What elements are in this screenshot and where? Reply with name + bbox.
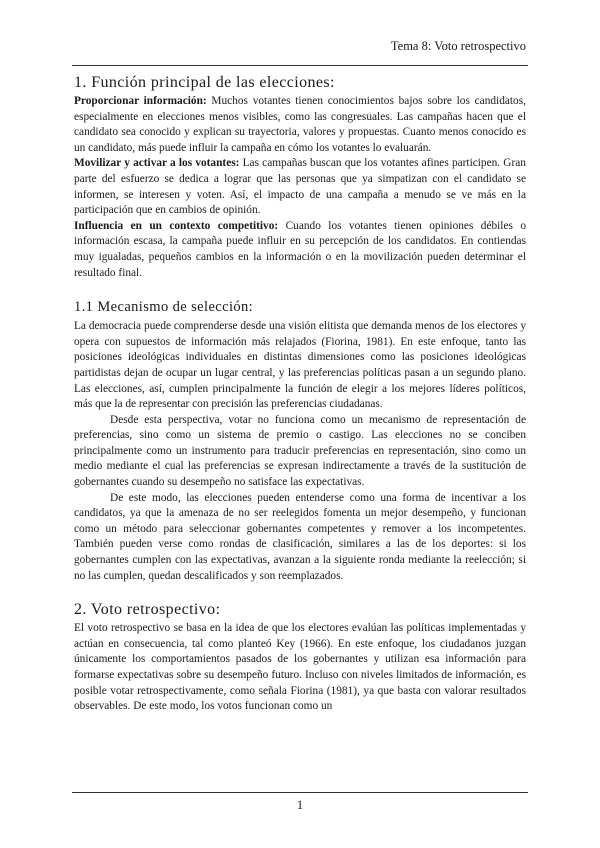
item-term: Movilizar y activar a los votantes:	[74, 157, 240, 170]
paragraph: El voto retrospectivo se basa en la idea de que los electores evalúan las políticas implementadas y actúan en consecuencia, tal como planteó Key (1966). En este enfoque, los ciudadanos juzgan únicamente los comportamientos pasados de los gobernantes y utilizan esa información para formarse expectativas sobre su desempeño futuro. Incluso con niveles limitados de información, es posible votar retrospectivamente, como señala Fiorina (1981), ya que basta con valorar resultados observables. De este modo, los votos funcionan como un	[74, 622, 526, 713]
page-footer	[72, 792, 528, 812]
item-term: Influencia en un contexto competitivo:	[74, 219, 279, 232]
paragraph: La democracia puede comprenderse desde una visión elitista que demanda menos de los electores y opera con supuestos de información más relajados (Fiorina, 1981). En este enfoque, tanto las posiciones ideológicas individuales en distintas dimensiones como las posiciones ideológicas partidistas dejan de ocupar un lugar central, y las preferencias políticas pasan a un segundo plano. Las elecciones, así, cumplen principalmente la función de elegir a los mejores líderes políticos, más que la de representar con precisión las preferencias ciudadanas.	[74, 320, 526, 411]
page-header	[72, 37, 528, 66]
document-body	[74, 74, 526, 715]
header-title: Tema 8: Voto retrospectivo	[390, 39, 526, 53]
item-text: Cuando los votantes tienen opiniones débiles o información escasa, la campaña puede influir en su percepción de los candidatos. En contiendas muy igualadas, pequeños cambios en la información o en la movilización pueden determinar el resultado final.	[74, 219, 526, 279]
page-number: 1	[296, 798, 304, 812]
item-term: Proporcionar información:	[74, 95, 207, 107]
item-competitive-context	[74, 219, 526, 281]
section-2-heading: 2. Voto retrospectivo:	[74, 601, 221, 619]
paragraph: Desde esta perspectiva, votar no funciona como un mecanismo de representación de preferencias, sino como un sistema de premio o castigo. Las elecciones no se conciben principalmente como un instrumento para traducir preferencias en representación, sino como un medio mediante el cual las preferencias se expresan indirectamente a través de la sustitución de gobernantes cuando su desempeño no satisface las expectativas.	[74, 413, 526, 489]
section-1-heading: 1. Función principal de las elecciones:	[74, 74, 335, 91]
item-text: Muchos votantes tienen conocimientos bajos sobre los candidatos, especialmente en elecciones menos visibles, como las congresuales. Las campañas hacen que el candidato sea conocido y explican su trayectoria, valores y propuestas. Cuanto menos conocido es un candidato, más puede influir la campaña en cómo los votantes lo evaluarán.	[74, 95, 526, 154]
paragraph: De este modo, las elecciones pueden entenderse como una forma de incentivar a los candidatos, ya que la amenaza de no ser reelegidos fomenta un mejor desempeño, y funcionan como un método para seleccionar gobernantes competentes y remover a los incompetentes. También pueden verse como rondas de clasificación, similares a las de los deportes: si los gobernantes cumplen con las expectativas, avanzan a la siguiente ronda mediante la reelección; si no las cumplen, quedan descalificados y son reemplazados.	[74, 491, 526, 582]
section-1-1-heading: 1.1 Mecanismo de selección:	[74, 299, 254, 316]
item-provide-information	[74, 94, 526, 156]
item-text: Las campañas buscan que los votantes afines participen. Gran parte del esfuerzo se dedica a lograr que las personas que ya simpatizan con el candidato se informen, se interesen y voten. Así, el impacto de una campaña a menudo se ve más en la participación que en cambios de opinión.	[74, 157, 526, 217]
item-mobilize-voters	[74, 156, 526, 218]
